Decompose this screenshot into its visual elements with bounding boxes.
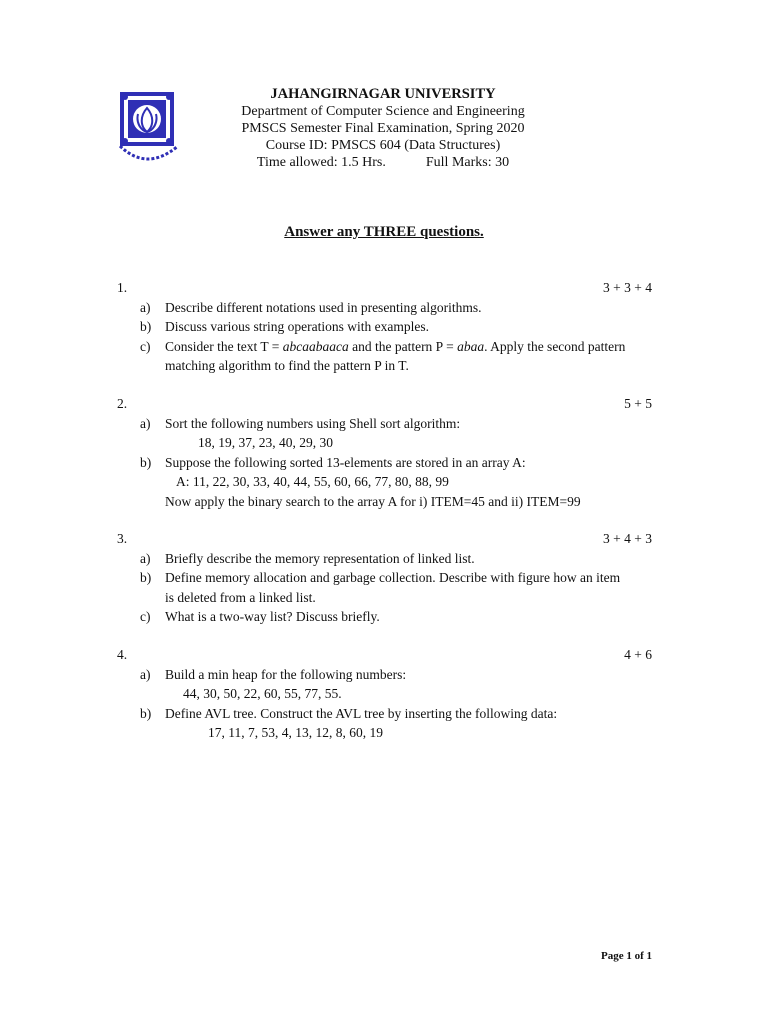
question-number: 2. [117,396,128,411]
department-name: Department of Computer Science and Engineering [241,104,525,119]
question-number: 3. [117,531,128,546]
university-logo [118,92,188,170]
question-item: a) Briefly describe the memory representation of linked list. [140,550,475,566]
question-marks: 5 + 5 [624,396,652,411]
question-item: a) Sort the following numbers using Shell sort algorithm: 18, 19, 37, 23, 40, 29, 30 [140,415,461,450]
question-item: b) Discuss various string operations with examples. [140,319,429,334]
time-marks-line [222,154,544,171]
question-number: 1. [117,280,128,295]
question-item: a) Describe different notations used in presenting algorithms. [140,299,482,315]
time-allowed: Time allowed: 1.5 Hrs. [256,155,386,170]
course-id: Course ID: PMSCS 604 (Data Structures) [265,138,501,153]
page-footer: Page 1 of 1 [600,950,652,962]
question-item: c) Consider the text T = abcaabaaca and the pattern P = abaa. Apply the second pattern matching algorithm to find the pattern P in T. [140,338,626,373]
question-number: 4. [117,647,128,662]
question-item: b) Define memory allocation and garbage collection. Describe with figure how an item is deleted from a linked list. [140,570,621,605]
question-3 [117,529,652,627]
exam-header [222,86,544,171]
question-marks: 3 + 3 + 4 [603,280,652,295]
question-marks: 4 + 6 [624,647,652,662]
exam-title: PMSCS Semester Final Examination, Spring 2020 [241,121,525,136]
question-1 [117,278,652,376]
university-name: JAHANGIRNAGAR UNIVERSITY [270,86,496,102]
question-marks: 3 + 4 + 3 [603,531,652,546]
full-marks: Full Marks: 30 [425,155,510,170]
question-item: c) What is a two-way list? Discuss briefly. [140,609,380,624]
question-item: b) Define AVL tree. Construct the AVL tree by inserting the following data: 17, 11, 7, 53, 4, 13, 12, 8, 60, 19 [140,705,558,740]
question-4 [117,645,652,743]
question-item: a) Build a min heap for the following numbers: 44, 30, 50, 22, 60, 55, 77, 55. [140,666,407,701]
instruction: Answer any THREE questions. [284,224,484,240]
question-2 [117,394,652,511]
question-item: b) Suppose the following sorted 13-elements are stored in an array A: A: 11, 22, 30, 33, 40, 44, 55, 60, 66, 77, 80, 88, 99 Now apply the binary search to the array A for i) ITEM=45 and ii) ITEM=99 [140,454,581,509]
